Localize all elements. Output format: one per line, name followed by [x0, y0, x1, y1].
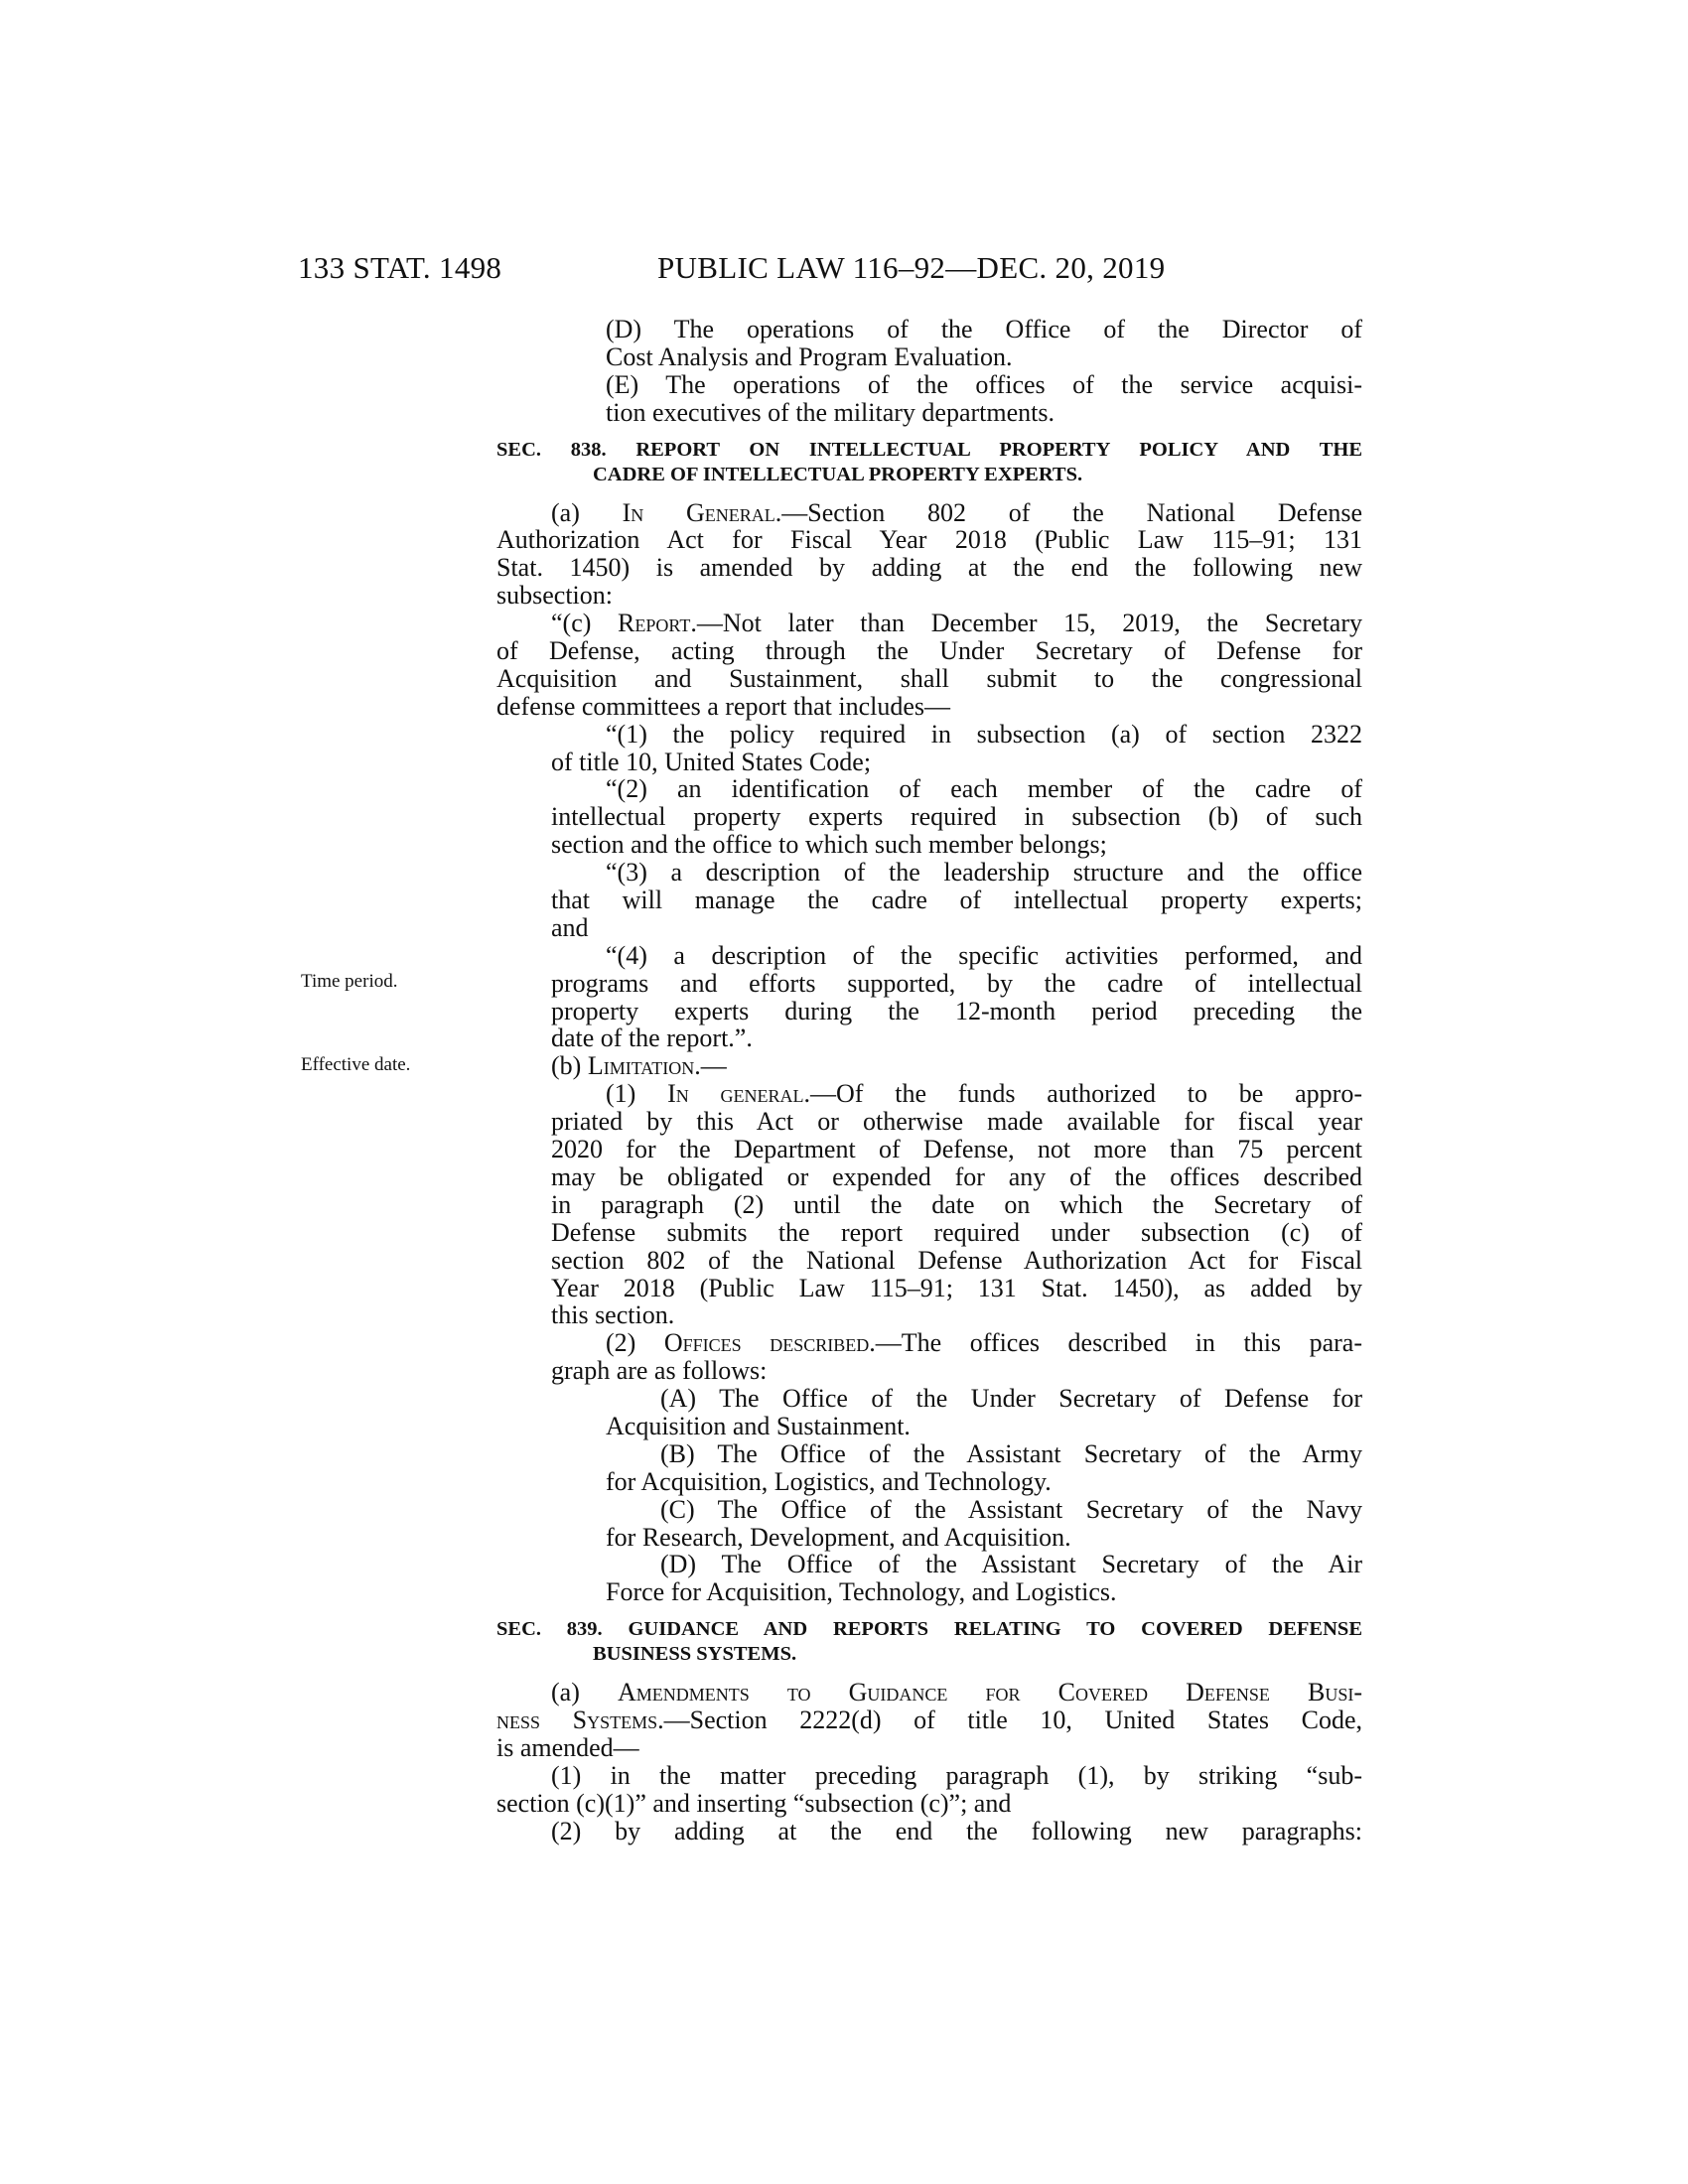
text-line: (1) in the matter preceding paragraph (1), by striking “sub-: [551, 1760, 1362, 1790]
subsection-heading: Limitation: [587, 1051, 695, 1081]
text-line: (E) The operations of the offices of the service acquisi-: [606, 369, 1362, 399]
subsection-heading: In General: [622, 497, 775, 527]
section-heading-839: SEC. 839. GUIDANCE AND REPORTS RELATING TO COVERED DEFENSE: [496, 1618, 1362, 1641]
text-line: (2) by adding at the end the following new paragraphs:: [551, 1816, 1362, 1845]
text-line: defense committees a report that includes—: [496, 691, 951, 721]
text-line: (2) Offices described.—The offices described in this para-: [606, 1328, 1362, 1358]
paragraph-heading: Offices described: [663, 1328, 870, 1358]
text-line: of Defense, acting through the Under Secretary of Defense for: [496, 636, 1362, 666]
margin-note-effective-date: Effective date.: [301, 1054, 411, 1075]
text-line: section (c)(1)” and inserting “subsection (c)”; and: [496, 1788, 1012, 1818]
text-line: section 802 of the National Defense Authorization Act for Fiscal: [551, 1245, 1362, 1275]
text-line: (A) The Office of the Under Secretary of Defense for: [660, 1384, 1362, 1414]
text-line: “(3) a description of the leadership structure and the office: [606, 858, 1362, 887]
text-line: (D) The operations of the Office of the Director of: [606, 315, 1362, 343]
text-line: (B) The Office of the Assistant Secretary of the Army: [660, 1438, 1362, 1468]
section-heading-839-cont: BUSINESS SYSTEMS.: [593, 1643, 797, 1666]
subsection-heading: Amendments to Guidance for Covered Defense Busi: [617, 1678, 1354, 1707]
section-heading-838: SEC. 838. REPORT ON INTELLECTUAL PROPERTY POLICY AND THE: [496, 438, 1362, 461]
text-line: 2020 for the Department of Defense, not more than 75 percent: [551, 1135, 1362, 1164]
text-line: priated by this Act or otherwise made available for fiscal year: [551, 1107, 1362, 1137]
subsection-heading: Report: [618, 609, 691, 638]
text-line: “(4) a description of the specific activities performed, and: [606, 940, 1362, 970]
text-line: Year 2018 (Public Law 115–91; 131 Stat. 1450), as added by: [551, 1273, 1362, 1302]
text-line: may be obligated or expended for any of the offices described: [551, 1161, 1362, 1191]
text-line: “(1) the policy required in subsection (a) of section 2322: [606, 719, 1362, 749]
text-line: subsection:: [496, 581, 613, 611]
text-line: and: [551, 912, 589, 942]
text-line: section and the office to which such member belongs;: [551, 830, 1107, 860]
section-heading-838-cont: CADRE OF INTELLECTUAL PROPERTY EXPERTS.: [593, 463, 1083, 485]
text-line: property experts during the 12-month period preceding the: [551, 996, 1362, 1025]
text-line: is amended—: [496, 1732, 639, 1762]
text-line: tion executives of the military departments.: [606, 397, 1055, 427]
stat-page-number: 133 STAT. 1498: [298, 250, 502, 285]
text-line: “(c) Report.—Not later than December 15, 2019, the Secretary: [551, 609, 1362, 638]
margin-note-time-period: Time period.: [301, 971, 398, 992]
text-line: Cost Analysis and Program Evaluation.: [606, 341, 1013, 371]
document-body: [496, 316, 1362, 1845]
text-line: graph are as follows:: [551, 1356, 768, 1386]
text-line: date of the report.”.: [551, 1024, 753, 1053]
text-line: for Research, Development, and Acquisition.: [606, 1522, 1071, 1552]
text-line: that will manage the cadre of intellectual property experts;: [551, 886, 1362, 915]
text-line: for Acquisition, Logistics, and Technology.: [606, 1466, 1052, 1496]
text-line: Stat. 1450) is amended by adding at the end the following new: [496, 553, 1362, 583]
text-line: of title 10, United States Code;: [551, 747, 872, 776]
text-line: (D) The Office of the Assistant Secretary of the Air: [660, 1550, 1362, 1579]
text-line: (1) In general.—Of the funds authorized to be appro-: [606, 1079, 1362, 1109]
text-line: programs and efforts supported, by the cadre of intellectual: [551, 968, 1362, 998]
text-line: in paragraph (2) until the date on which the Secretary of: [551, 1189, 1362, 1219]
text-line: Authorization Act for Fiscal Year 2018 (Public Law 115–91; 131: [496, 525, 1362, 555]
text-line: Defense submits the report required under subsection (c) of: [551, 1217, 1362, 1247]
text-line: this section.: [551, 1300, 675, 1330]
text-line: Force for Acquisition, Technology, and Logistics.: [606, 1577, 1117, 1607]
text-line: “(2) an identification of each member of the cadre of: [606, 774, 1362, 804]
running-header-title: PUBLIC LAW 116–92—DEC. 20, 2019: [657, 250, 1166, 285]
paragraph-heading: In general: [667, 1079, 804, 1109]
text-line: (C) The Office of the Assistant Secretary of the Navy: [660, 1494, 1362, 1524]
text-line: Acquisition and Sustainment.: [606, 1411, 911, 1440]
text-line: ness Systems.—Section 2222(d) of title 10, United States Code,: [496, 1706, 1362, 1735]
text-line: intellectual property experts required in subsection (b) of such: [551, 802, 1362, 832]
text-line: (a) In General.—Section 802 of the National Defense: [551, 497, 1362, 527]
subsection-heading-cont: ness Systems: [496, 1706, 658, 1735]
text-line: Acquisition and Sustainment, shall submit to the congressional: [496, 663, 1362, 693]
text-line: (b) Limitation.—: [551, 1051, 727, 1081]
text-line: (a) Amendments to Guidance for Covered Defense Busi-: [551, 1678, 1362, 1707]
